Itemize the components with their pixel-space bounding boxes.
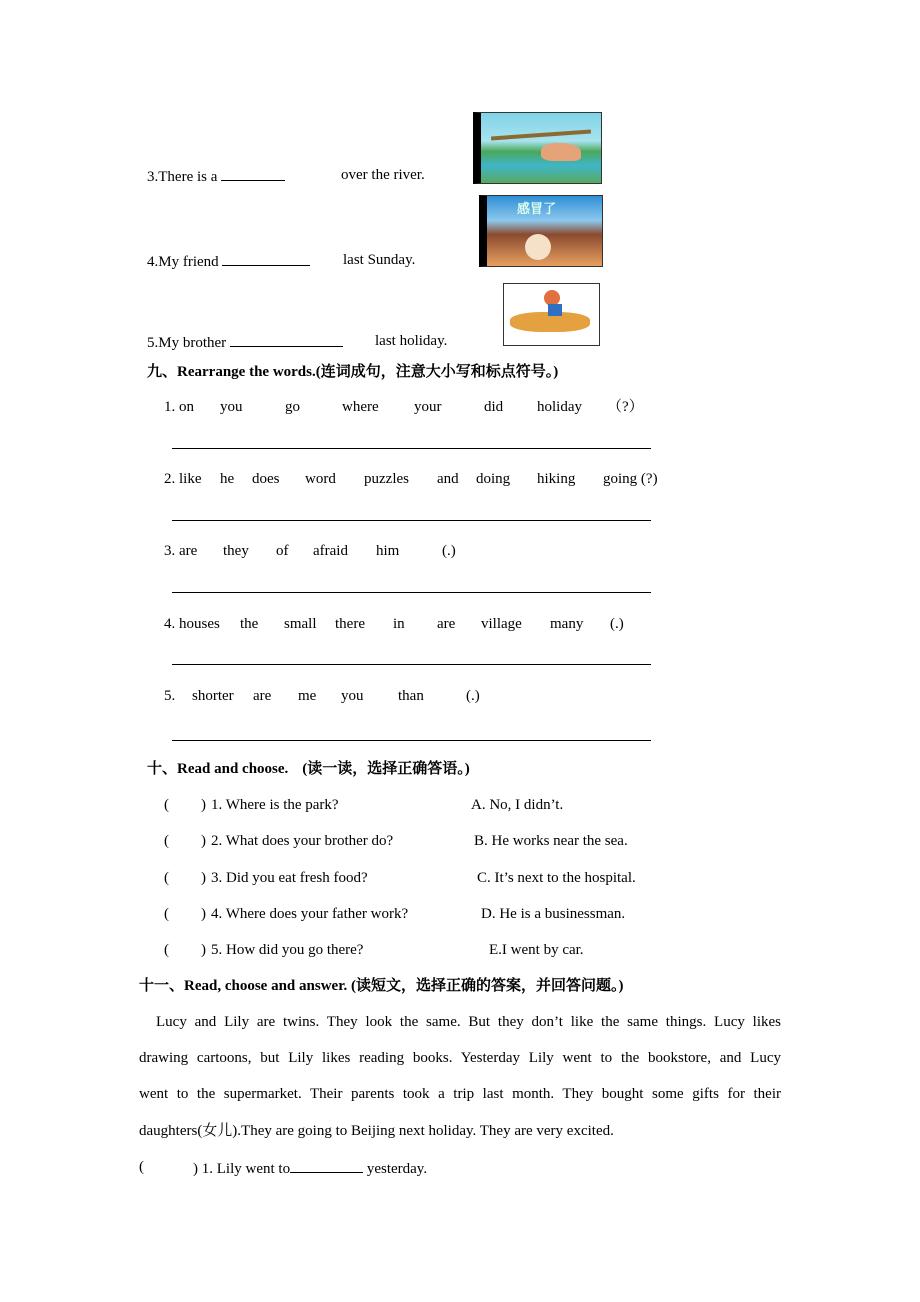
word-token: me	[298, 688, 317, 704]
word-token: go	[285, 399, 300, 415]
word-token: than	[398, 688, 424, 704]
answer-paren-open: (	[164, 833, 169, 849]
word-token: holiday	[537, 399, 582, 415]
passage-line: went to the supermarket. Their parents took a trip last month. They bought some gifts for their	[139, 1086, 781, 1102]
word-token: did	[484, 399, 504, 415]
passage-line: Lucy and Lily are twins. They look the same. But they don’t like the same things. Lucy likes	[156, 1014, 781, 1030]
answer-blank[interactable]	[221, 166, 285, 181]
word-token: 3. are	[164, 543, 198, 559]
fill-item-4	[147, 251, 310, 271]
word-token: 2. like	[164, 471, 202, 487]
word-token: in	[393, 616, 405, 632]
word-token: 4. houses	[164, 616, 220, 632]
question-text: 3. Did you eat fresh food?	[211, 870, 368, 886]
answer-paren-open: (	[164, 906, 169, 922]
word-token: (.)	[466, 688, 480, 704]
section-11-heading: 十一、Read, choose and answer. (读短文，选择正确的答案，并回答问题。)	[139, 978, 624, 994]
item-text: 4.My friend	[147, 254, 219, 270]
answer-paren-close: )	[201, 833, 206, 849]
word-token: there	[335, 616, 365, 632]
answer-option: B. He works near the sea.	[474, 833, 628, 849]
horse-riding-picture	[503, 283, 600, 346]
item-text-after: last Sunday.	[343, 252, 416, 268]
word-token: puzzles	[364, 471, 409, 487]
word-token: 1. on	[164, 399, 194, 415]
word-token: he	[220, 471, 235, 487]
section-9-heading: 九、Rearrange the words.(连词成句，注意大小写和标点符号。)	[147, 364, 559, 380]
word-token: of	[276, 543, 289, 559]
answer-option: D. He is a businessman.	[481, 906, 626, 922]
answer-paren-open: (	[164, 870, 169, 886]
answer-paren-open: (	[164, 942, 169, 958]
answer-paren-close: )	[201, 942, 206, 958]
word-token: are	[253, 688, 272, 704]
answer-option: E.I went by car.	[489, 942, 584, 958]
fill-item-5	[147, 332, 343, 352]
question-text: 1. Where is the park?	[211, 797, 339, 813]
word-token: small	[284, 616, 317, 632]
word-token: the	[240, 616, 259, 632]
word-token: does	[252, 471, 280, 487]
answer-paren-open: (	[164, 797, 169, 813]
answer-line[interactable]	[172, 448, 651, 449]
picture-caption: 感冒了	[517, 201, 557, 216]
word-token: your	[414, 399, 442, 415]
word-token: they	[223, 543, 249, 559]
answer-line[interactable]	[172, 592, 651, 593]
item-text: 3.There is a	[147, 169, 218, 185]
word-token: are	[437, 616, 456, 632]
word-token: shorter	[192, 688, 234, 704]
word-token: you	[341, 688, 364, 704]
word-token: hiking	[537, 471, 576, 487]
word-token: doing	[476, 471, 511, 487]
word-token: many	[550, 616, 584, 632]
answer-paren-close: )	[201, 797, 206, 813]
answer-option: C. It’s next to the hospital.	[477, 870, 636, 886]
fill-item-3	[147, 166, 285, 186]
answer-blank[interactable]	[290, 1158, 363, 1173]
word-token: 5.	[164, 688, 176, 704]
answer-paren-open: (	[139, 1159, 144, 1175]
answer-blank[interactable]	[222, 251, 310, 266]
item-text-after: over the river.	[341, 167, 425, 183]
passage-line: drawing cartoons, but Lily likes reading books. Yesterday Lily went to the bookstore, and Lucy	[139, 1050, 781, 1066]
answer-line[interactable]	[172, 520, 651, 521]
answer-paren-close: )	[201, 906, 206, 922]
word-token: going (?)	[603, 471, 658, 487]
word-token: word	[305, 471, 336, 487]
bridge-river-picture	[473, 112, 602, 184]
item-text-after: last holiday.	[375, 333, 448, 349]
word-token: and	[437, 471, 459, 487]
section-10-heading: 十、Read and choose. (读一读，选择正确答语。)	[147, 761, 470, 777]
answer-blank[interactable]	[230, 332, 343, 347]
question-1: ) 1. Lily went to yesterday.	[193, 1158, 427, 1178]
word-token: (.)	[442, 543, 456, 559]
word-token: afraid	[313, 543, 348, 559]
item-text: 5.My brother	[147, 335, 227, 351]
word-token: village	[481, 616, 522, 632]
answer-line[interactable]	[172, 740, 651, 741]
question-text: 4. Where does your father work?	[211, 906, 409, 922]
answer-line[interactable]	[172, 664, 651, 665]
question-text: 5. How did you go there?	[211, 942, 364, 958]
word-token: where	[342, 399, 379, 415]
word-token: you	[220, 399, 243, 415]
passage-line: daughters(女儿).They are going to Beijing next holiday. They are very excited.	[139, 1123, 614, 1139]
answer-option: A. No, I didn’t.	[471, 797, 564, 813]
word-token: (.)	[610, 616, 624, 632]
sick-child-picture	[479, 195, 603, 267]
question-text: 2. What does your brother do?	[211, 833, 394, 849]
word-token: （?）	[607, 399, 644, 415]
word-token: him	[376, 543, 400, 559]
answer-paren-close: )	[201, 870, 206, 886]
